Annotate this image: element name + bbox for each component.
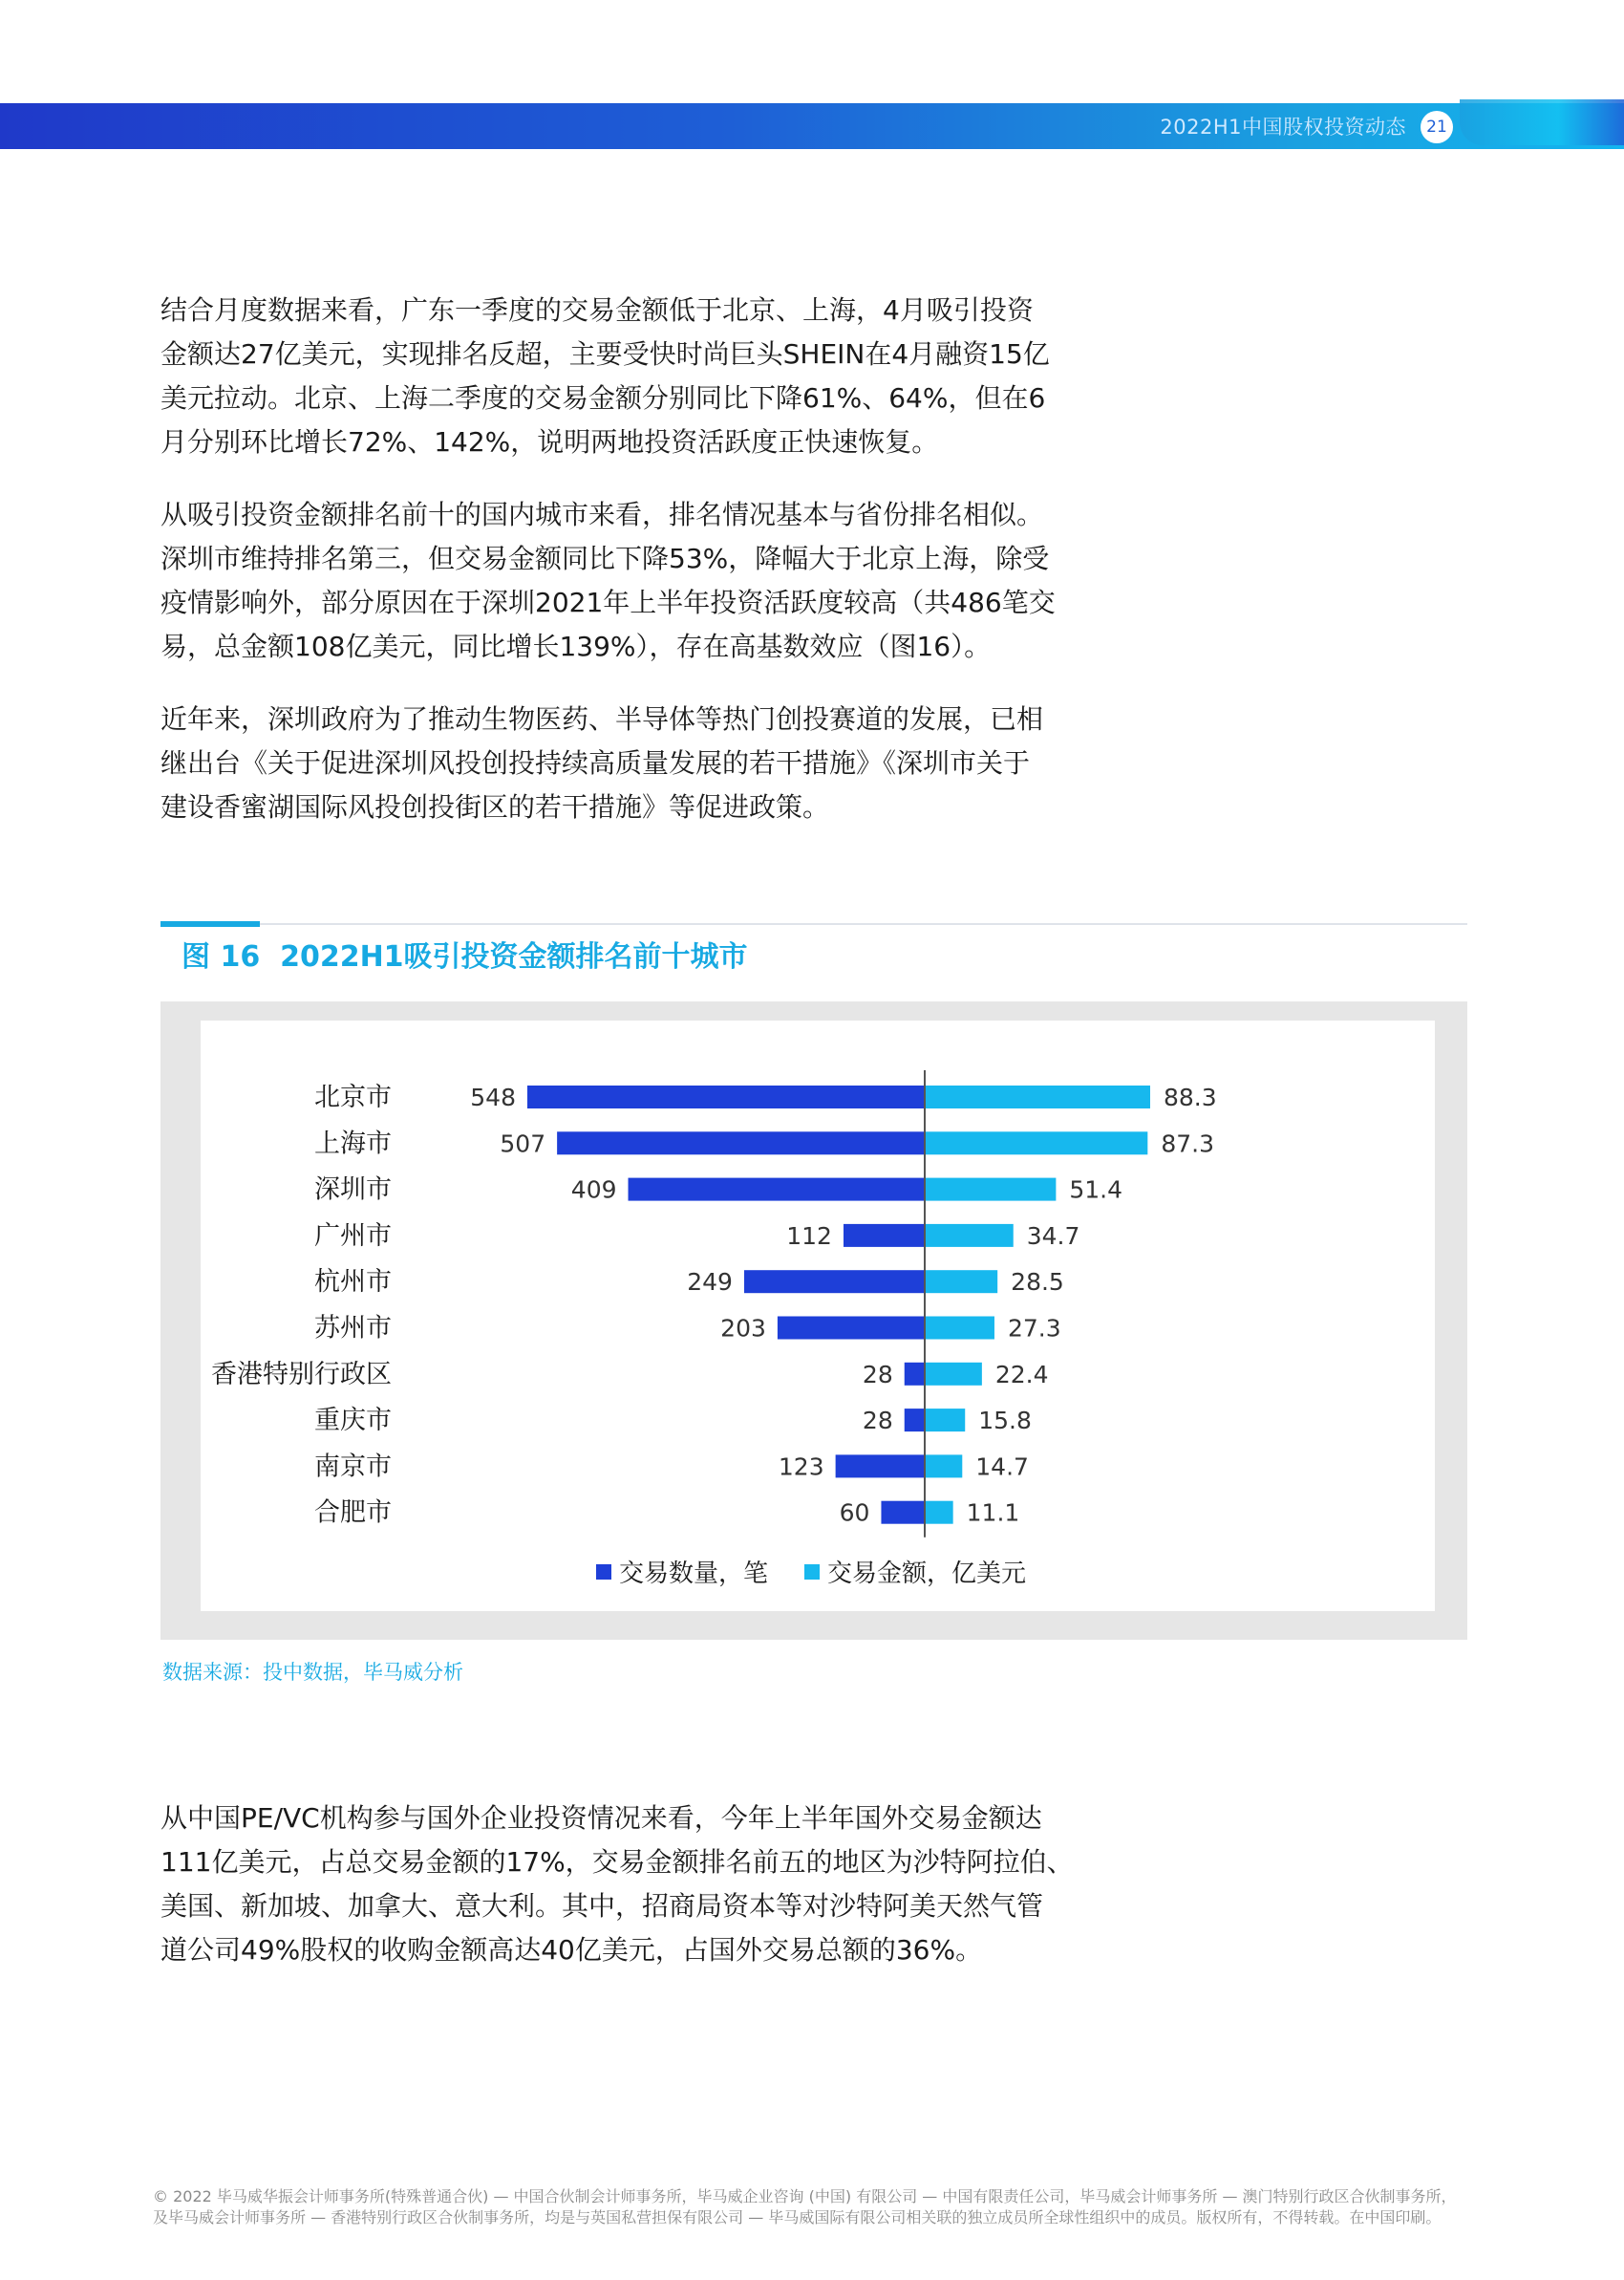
data-label-count: 249: [687, 1268, 733, 1297]
category-label: 上海市: [314, 1129, 392, 1159]
report-title: 2022H1中国股权投资动态: [1160, 116, 1406, 139]
data-label-amount: 14.7: [975, 1452, 1029, 1481]
page-number-badge: 21: [1421, 111, 1453, 143]
data-label-amount: 87.3: [1161, 1129, 1214, 1158]
bar-count: [905, 1409, 925, 1431]
paragraph-2: 从吸引投资金额排名前十的国内城市来看，排名情况基本与省份排名相似。 深圳市维持排名第三，但交易金额同比下降53%，降幅大于北京上海，除受 疫情影响外，部分原因在于深圳2021年上半年投资活跃度较高（共486笔交 易，总金额108亿美元，同比增长139%），存在高基数效应（图16）。: [160, 499, 1056, 662]
category-label: 杭州市: [314, 1267, 392, 1298]
bar-count: [836, 1454, 925, 1477]
data-label-count: 507: [500, 1129, 546, 1158]
category-label: 重庆市: [314, 1406, 392, 1436]
legend-swatch-amount: [804, 1564, 820, 1580]
bar-count: [557, 1131, 925, 1154]
data-label-count: 112: [786, 1221, 832, 1250]
data-label-amount: 88.3: [1164, 1084, 1217, 1111]
data-label-amount: 28.5: [1011, 1268, 1064, 1297]
bar-count: [629, 1178, 925, 1201]
category-label: 北京市: [314, 1083, 392, 1112]
bar-count: [527, 1086, 925, 1108]
bar-amount: [925, 1131, 1147, 1154]
bar-amount: [925, 1178, 1056, 1201]
data-label-amount: 15.8: [978, 1407, 1032, 1435]
paragraph-4: 从中国PE/VC机构参与国外企业投资情况来看，今年上半年国外交易金额达 111亿美元，占总交易金额的17%，交易金额排名前五的地区为沙特阿拉伯、 美国、新加坡、加拿大、意大利。其中，招商局资本等对沙特阿美天然气管 道公司49%股权的收购金额高达40亿美元，占国外交易总额的36%。: [160, 1802, 1074, 1966]
legend-item-amount: [804, 1554, 1026, 1589]
data-label-count: 28: [862, 1360, 893, 1388]
data-label-amount: 34.7: [1026, 1221, 1080, 1250]
bar-amount: [925, 1270, 997, 1293]
figure-source: 数据来源：投中数据，毕马威分析: [162, 1661, 463, 1684]
data-label-count: 28: [862, 1407, 893, 1435]
category-label: 深圳市: [314, 1174, 392, 1205]
data-label-count: 409: [570, 1175, 617, 1204]
category-label: 合肥市: [314, 1497, 392, 1528]
bar-amount: [925, 1086, 1150, 1108]
legend-label-count: 交易数量，笔: [619, 1559, 769, 1588]
data-label-count: 548: [470, 1084, 516, 1111]
bar-amount: [925, 1224, 1014, 1247]
footer-copyright: © 2022 毕马威华振会计师事务所(特殊普通合伙) — 中国合伙制会计师事务所，毕马威企业咨询 (中国) 有限公司 — 中国有限责任公司，毕马威会计师事务所 — 澳门特别行政区合伙制事务所， 及毕马威会计师事务所 — 香港特别行政区合伙制事务所，均是与英国私营担保有限公司 — 毕马威国际有限公司相关联的独立成员所全球性组织中的成员。版权所有，不得转载。在中国印刷。: [153, 2187, 1457, 2226]
data-label-amount: 11.1: [966, 1498, 1020, 1527]
bar-amount: [925, 1363, 982, 1386]
bar-count: [778, 1317, 925, 1340]
paragraph-1: 结合月度数据来看，广东一季度的交易金额低于北京、上海，4月吸引投资 金额达27亿美元，实现排名反超，主要受快时尚巨头SHEIN在4月融资15亿 美元拉动。北京、上海二季度的交易金额分别同比下降61%、64%，但在6 月分别环比增长72%、142%，说明两地投资活跃度正快速恢复。: [160, 294, 1050, 458]
bar-count: [905, 1363, 925, 1386]
bar-amount: [925, 1501, 953, 1524]
category-label: 苏州市: [314, 1313, 392, 1344]
legend-swatch-count: [596, 1564, 611, 1580]
bar-amount: [925, 1317, 994, 1340]
data-label-count: 123: [778, 1452, 824, 1481]
data-label-amount: 51.4: [1069, 1175, 1123, 1204]
category-label: 广州市: [314, 1220, 392, 1251]
paragraph-3: 近年来，深圳政府为了推动生物医药、半导体等热门创投赛道的发展，已相 继出台《关于促进深圳风投创投持续高质量发展的若干措施》《深圳市关于 建设香蜜湖国际风投创投街区的若干措施》等促进政策。: [160, 703, 1044, 823]
data-label-count: 203: [720, 1314, 766, 1343]
category-label: 香港特别行政区: [211, 1359, 392, 1389]
bar-count: [844, 1224, 925, 1247]
legend-label-amount: 交易金额，亿美元: [827, 1559, 1027, 1588]
data-label-count: 60: [839, 1498, 870, 1527]
figure-title: 图 16 2022H1吸引投资金额排名前十城市: [182, 940, 748, 974]
bar-amount: [925, 1454, 962, 1477]
bar-count: [881, 1501, 925, 1524]
bar-amount: [925, 1409, 965, 1431]
data-label-amount: 27.3: [1007, 1314, 1061, 1343]
bar-count: [744, 1270, 925, 1293]
chart-legend: [596, 1554, 1026, 1589]
data-label-amount: 22.4: [994, 1360, 1049, 1388]
category-label: 南京市: [314, 1452, 392, 1482]
legend-item-count: [596, 1554, 768, 1589]
